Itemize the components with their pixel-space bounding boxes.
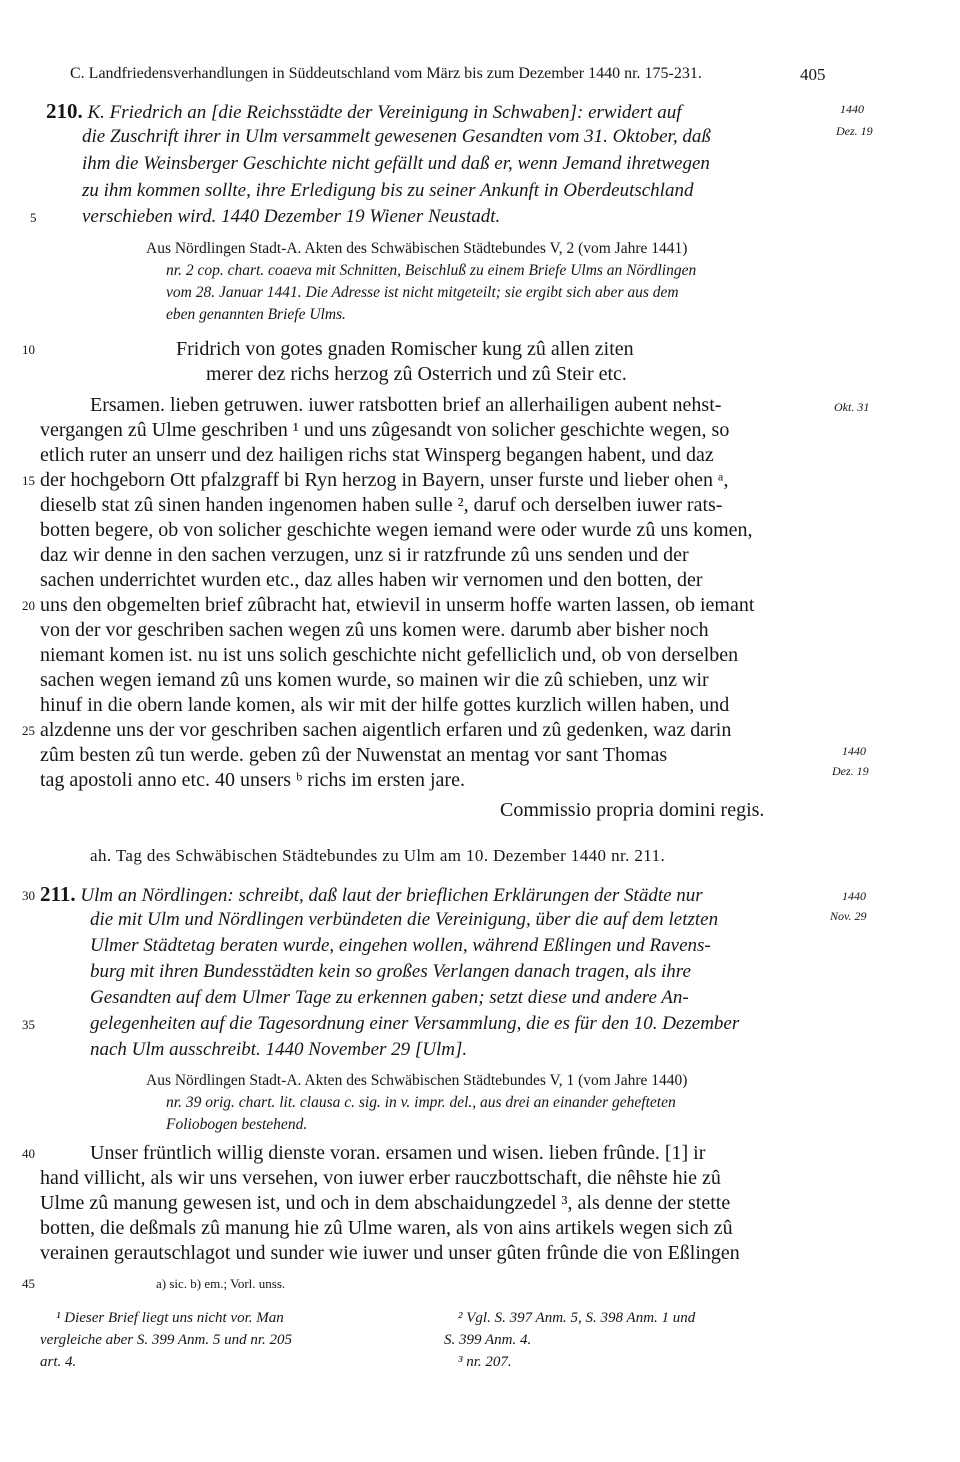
doc-210-date-margin-year: 1440 xyxy=(840,102,864,116)
doc-210-address-line-2: merer dez richs herzog zû Osterrich und zû Steir etc. xyxy=(206,363,627,385)
doc-210-date-margin-day: Dez. 19 xyxy=(836,124,873,138)
doc-210-source-line-1: Aus Nördlingen Stadt-A. Akten des Schwäbischen Städtebundes V, 2 (vom Jahre 1441) xyxy=(146,240,688,257)
line-number-15: 15 xyxy=(22,473,35,488)
line-number-20: 20 xyxy=(22,598,35,613)
doc-210-margin-oct: Okt. 31 xyxy=(834,400,870,414)
doc-211-regest-line-5: Gesandten auf dem Ulmer Tage zu erkennen gaben; setzt diese und andere An- xyxy=(90,987,689,1008)
doc-210-margin-end-day: Dez. 19 xyxy=(832,764,869,778)
doc-210-text-line-5: dieselb stat zû sinen handen ingenomen haben sulle ², daruf och derselben iuwer rats- xyxy=(40,494,723,516)
doc-211-regest-line-2: die mit Ulm und Nördlingen verbündeten die Vereinigung, über die auf dem letzten xyxy=(90,909,719,930)
doc-210-regest-line-2: die Zuschrift ihrer in Ulm versammelt gewesenen Gesandten vom 31. Oktober, daß xyxy=(82,126,711,147)
doc-210-text-line-7: daz wir denne in den sachen verzugen, unz si ir ratzfrunde zû uns senden und der xyxy=(40,544,689,566)
footnote-1-line-1: ¹ Dieser Brief liegt uns nicht vor. Man xyxy=(56,1310,284,1326)
doc-211-text-line-1: Unser früntlich willig dienste voran. ersamen und wisen. lieben frûnde. [1] ir xyxy=(90,1142,706,1164)
doc-211-regest-line-1: 211. Ulm an Nördlingen: schreibt, daß laut der brieflichen Erklärungen der Städte nur xyxy=(40,882,703,906)
page-number: 405 xyxy=(800,65,826,84)
doc-210-regest-line-5: verschieben wird. 1440 Dezember 19 Wiener Neustadt. xyxy=(82,206,501,227)
doc-211-date-margin-day: Nov. 29 xyxy=(830,909,867,923)
doc-211-source-line-2: nr. 39 orig. chart. lit. clausa c. sig. in v. impr. del., aus drei an einander gehefteten xyxy=(166,1094,676,1111)
doc-210-number: 210. xyxy=(46,99,83,123)
doc-210-text-line-2: vergangen zû Ulme geschriben ¹ und uns zûgesandt von solicher geschichte wegen, so xyxy=(40,419,730,441)
doc-211-source-line-1: Aus Nördlingen Stadt-A. Akten des Schwäbischen Städtebundes V, 1 (vom Jahre 1440) xyxy=(146,1072,688,1089)
textual-notes: a) sic. b) em.; Vorl. unss. xyxy=(156,1276,286,1291)
doc-210-text-line-9: uns den obgemelten brief zûbracht hat, etwievil in unserm hoffe warten lassen, ob iemant xyxy=(40,594,755,616)
doc-211-text-line-2: hand villicht, als wir uns versehen, von iuwer erber rauczbottschaft, die nêhste hie zû xyxy=(40,1167,721,1189)
footnote-2-line-1: ² Vgl. S. 397 Anm. 5, S. 398 Anm. 1 und xyxy=(458,1310,696,1326)
doc-210-text-line-1: Ersamen. lieben getruwen. iuwer ratsbotten brief an allerhailigen aubent nehst- xyxy=(90,394,722,416)
doc-210-text-line-8: sachen underrichtet wurden etc., daz alles haben wir vernomen und den botten, der xyxy=(40,569,703,591)
doc-210-source-line-2: nr. 2 cop. chart. coaeva mit Schnitten, Beischluß zu einem Briefe Ulms an Nördlingen xyxy=(166,262,697,279)
doc-210-text-line-16: tag apostoli anno etc. 40 unsers ᵇ richs im ersten jare. xyxy=(40,769,465,791)
footnote-1-line-2: vergleiche aber S. 399 Anm. 5 und nr. 205 xyxy=(40,1332,293,1348)
line-number-45: 45 xyxy=(22,1276,35,1291)
doc-211-date-margin-year: 1440 xyxy=(842,889,866,903)
section-heading: ah. Tag des Schwäbischen Städtebundes zu Ulm am 10. Dezember 1440 nr. 211. xyxy=(90,846,666,865)
doc-210-text-line-12: sachen wegen iemand zû uns komen wurde, so mainen wir die zû schieben, unz wir xyxy=(40,669,709,691)
doc-211-number: 211. xyxy=(40,882,76,906)
footnote-3: ³ nr. 207. xyxy=(458,1354,512,1370)
doc-210-text-line-13: hinuf in die obern lande komen, als wir mit der hilfe gottes kurzlich willen haben, und xyxy=(40,694,730,716)
doc-210-address-line-1: Fridrich von gotes gnaden Romischer kung zû allen ziten xyxy=(176,338,634,360)
doc-210-text-line-11: niemant komen ist. nu ist uns solich geschichte nicht gefelliclich und, ob von derselben xyxy=(40,644,739,666)
doc-210-text-line-4: der hochgeborn Ott pfalzgraff bi Ryn herzog in Bayern, unser furste und lieber ohen ᵃ, xyxy=(40,469,729,491)
doc-210-text-line-10: von der vor geschriben sachen wegen zû uns komen were. darumb aber bisher noch xyxy=(40,619,709,641)
doc-210-source-line-4: eben genannten Briefe Ulms. xyxy=(166,306,346,323)
doc-211-regest-line-7: nach Ulm ausschreibt. 1440 November 29 [Ulm]. xyxy=(90,1039,468,1060)
doc-211-regest-line-4: burg mit ihren Bundesstädten kein so großes Verlangen danach tragen, als ihre xyxy=(90,961,691,982)
doc-210-regest-line-1: 210. K. Friedrich an [die Reichsstädte der Vereinigung in Schwaben]: erwidert auf xyxy=(46,99,682,123)
doc-211-text-line-5: verainen gerautschlagot und sunder wie iuwer und unser gûten frûnde die von Eßlingen xyxy=(40,1242,740,1264)
doc-210-text-line-6: botten begere, ob von solicher geschichte wegen iemand were oder wurde zû uns komen, xyxy=(40,519,753,541)
line-number-25: 25 xyxy=(22,723,35,738)
footnote-1-line-3: art. 4. xyxy=(40,1354,77,1370)
doc-211-text-line-3: Ulme zû manung gewesen ist, und och in dem abschaidungzedel ³, als denne der stette xyxy=(40,1192,731,1214)
footnote-2-line-2: S. 399 Anm. 4. xyxy=(444,1332,532,1348)
running-title: C. Landfriedensverhandlungen in Süddeutschland vom März bis zum Dezember 1440 nr. 175-231. xyxy=(70,65,702,82)
doc-211-regest-line-6: gelegenheiten auf die Tagesordnung einer Versammlung, die es für den 10. Dezember xyxy=(90,1013,740,1034)
line-number-40: 40 xyxy=(22,1146,35,1161)
doc-210-text-line-14: alzdenne uns der vor geschriben sachen aigentlich erfaren und zû gedenken, waz darin xyxy=(40,719,732,741)
line-number-5: 5 xyxy=(30,210,37,225)
doc-210-closing: Commissio propria domini regis. xyxy=(500,799,765,821)
doc-210-margin-end-year: 1440 xyxy=(842,744,866,758)
doc-210-text-line-3: etlich ruter an unserr und dez hailigen richs stat Winsperg begangen habent, und daz xyxy=(40,444,714,466)
line-number-10: 10 xyxy=(22,342,35,357)
doc-211-source-line-3: Foliobogen bestehend. xyxy=(166,1116,308,1133)
doc-211-regest-line-3: Ulmer Städtetag beraten wurde, eingehen wollen, während Eßlingen und Ravens- xyxy=(90,935,711,956)
doc-210-regest-line-4: zu ihm kommen sollte, ihre Erledigung bis zu seiner Ankunft in Oberdeutschland xyxy=(82,180,694,201)
doc-211-text-line-4: botten, die deßmals zû manung hie zû Ulme waren, als von ains artikels wegen sich zû xyxy=(40,1217,733,1239)
doc-210-text-line-15: zûm besten zû tun werde. geben zû der Nuwenstat an mentag vor sant Thomas xyxy=(40,744,668,766)
line-number-30: 30 xyxy=(22,888,35,903)
line-number-35: 35 xyxy=(22,1017,35,1032)
doc-210-source-line-3: vom 28. Januar 1441. Die Adresse ist nicht mitgeteilt; sie ergibt sich aber aus dem xyxy=(166,284,679,301)
doc-210-regest-line-3: ihm die Weinsberger Geschichte nicht gefällt und daß er, wenn Jemand ihretwegen xyxy=(82,153,710,174)
